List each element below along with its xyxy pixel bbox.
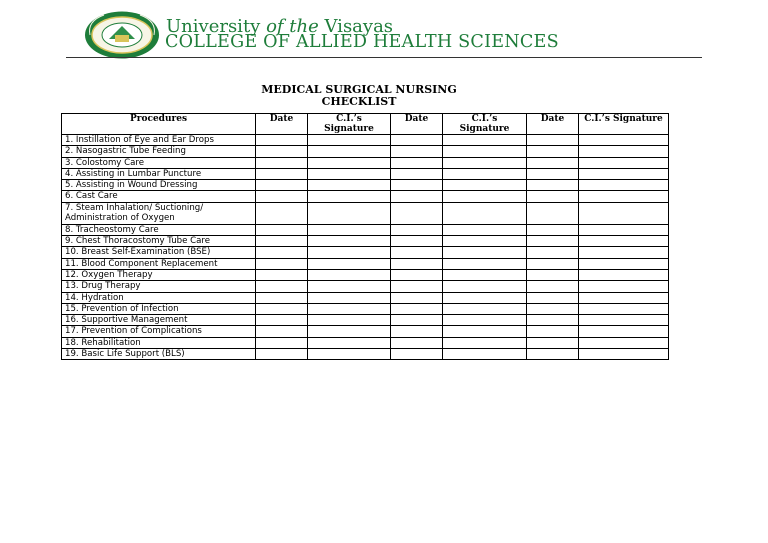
date-cell <box>527 224 579 235</box>
date-cell <box>527 303 579 314</box>
ci-signature-cell <box>579 281 669 292</box>
ci-signature-cell <box>579 224 669 235</box>
ci-signature-cell <box>579 168 669 179</box>
procedure-name: 11. Blood Component Replacement <box>62 258 256 269</box>
procedure-name: 18. Rehabilitation <box>62 337 256 348</box>
table-row <box>62 281 669 292</box>
table-header-row <box>62 114 669 135</box>
procedure-name: 19. Basic Life Support (BLS) <box>62 349 256 360</box>
ci-signature-cell <box>443 236 527 247</box>
date-cell <box>256 224 308 235</box>
procedure-name: 17. Prevention of Complications <box>62 326 256 337</box>
date-cell <box>256 281 308 292</box>
ci-signature-cell <box>443 180 527 191</box>
header-divider <box>66 57 702 58</box>
date-cell <box>527 180 579 191</box>
ci-signature-cell <box>308 135 391 146</box>
ci-signature-cell <box>308 315 391 326</box>
table-row <box>62 135 669 146</box>
letterhead <box>84 10 704 60</box>
ci-signature-cell <box>443 337 527 348</box>
procedure-name: 2. Nasogastric Tube Feeding <box>62 146 256 157</box>
ci-signature-cell <box>579 191 669 202</box>
date-cell <box>391 258 443 269</box>
date-cell <box>527 258 579 269</box>
column-header-date: Date <box>391 114 443 135</box>
date-cell <box>527 157 579 168</box>
ci-signature-cell <box>443 349 527 360</box>
ci-signature-cell <box>308 349 391 360</box>
procedure-name: 15. Prevention of Infection <box>62 303 256 314</box>
date-cell <box>527 247 579 258</box>
date-cell <box>527 202 579 224</box>
date-cell <box>391 180 443 191</box>
date-cell <box>256 180 308 191</box>
date-cell <box>256 337 308 348</box>
date-cell <box>527 315 579 326</box>
date-cell <box>391 146 443 157</box>
procedure-name: 5. Assisting in Wound Dressing <box>62 180 256 191</box>
ci-signature-cell <box>443 146 527 157</box>
ci-signature-cell <box>308 337 391 348</box>
ci-signature-cell <box>579 326 669 337</box>
ci-signature-cell <box>308 180 391 191</box>
procedure-name: 12. Oxygen Therapy <box>62 269 256 280</box>
ci-signature-cell <box>443 247 527 258</box>
ci-signature-cell <box>579 157 669 168</box>
ci-signature-cell <box>308 168 391 179</box>
date-cell <box>256 135 308 146</box>
table-row <box>62 168 669 179</box>
date-cell <box>527 269 579 280</box>
table-row <box>62 236 669 247</box>
table-row <box>62 146 669 157</box>
date-cell <box>256 191 308 202</box>
date-cell <box>391 157 443 168</box>
table-row <box>62 315 669 326</box>
ci-signature-cell <box>308 258 391 269</box>
date-cell <box>391 202 443 224</box>
ci-signature-cell <box>579 146 669 157</box>
date-cell <box>527 236 579 247</box>
date-cell <box>256 168 308 179</box>
procedure-name: 16. Supportive Management <box>62 315 256 326</box>
date-cell <box>527 191 579 202</box>
table-row <box>62 292 669 303</box>
table-row <box>62 349 669 360</box>
column-header-date: Date <box>256 114 308 135</box>
table-row <box>62 303 669 314</box>
ci-signature-cell <box>579 180 669 191</box>
ci-signature-cell <box>308 202 391 224</box>
date-cell <box>391 349 443 360</box>
ci-signature-cell <box>308 292 391 303</box>
date-cell <box>391 247 443 258</box>
procedure-name: 13. Drug Therapy <box>62 281 256 292</box>
table-row <box>62 247 669 258</box>
date-cell <box>256 247 308 258</box>
date-cell <box>527 349 579 360</box>
ci-signature-cell <box>443 157 527 168</box>
column-header-procedures: Procedures <box>62 114 256 135</box>
date-cell <box>256 269 308 280</box>
table-row <box>62 337 669 348</box>
procedure-name: 4. Assisting in Lumbar Puncture <box>62 168 256 179</box>
table-row <box>62 326 669 337</box>
procedure-name: 3. Colostomy Care <box>62 157 256 168</box>
procedure-name: 10. Breast Self-Examination (BSE) <box>62 247 256 258</box>
date-cell <box>391 281 443 292</box>
date-cell <box>527 292 579 303</box>
ci-signature-cell <box>443 258 527 269</box>
ci-signature-cell <box>308 303 391 314</box>
date-cell <box>256 236 308 247</box>
date-cell <box>256 349 308 360</box>
table-row <box>62 191 669 202</box>
ci-signature-cell <box>443 269 527 280</box>
ci-signature-cell <box>308 224 391 235</box>
table-row <box>62 269 669 280</box>
date-cell <box>391 236 443 247</box>
ci-signature-cell <box>443 281 527 292</box>
ci-signature-cell <box>579 247 669 258</box>
ci-signature-cell <box>579 258 669 269</box>
date-cell <box>527 135 579 146</box>
ci-signature-cell <box>443 202 527 224</box>
date-cell <box>527 326 579 337</box>
date-cell <box>256 292 308 303</box>
ci-signature-cell <box>579 315 669 326</box>
ci-signature-cell <box>579 337 669 348</box>
date-cell <box>256 202 308 224</box>
date-cell <box>527 281 579 292</box>
ci-signature-cell <box>308 247 391 258</box>
date-cell <box>256 258 308 269</box>
ci-signature-cell <box>308 157 391 168</box>
table-row <box>62 258 669 269</box>
date-cell <box>256 157 308 168</box>
date-cell <box>391 269 443 280</box>
procedure-name: 8. Tracheostomy Care <box>62 224 256 235</box>
date-cell <box>391 292 443 303</box>
table-row <box>62 180 669 191</box>
university-name: University of the Visayas <box>166 16 394 37</box>
date-cell <box>391 168 443 179</box>
ci-signature-cell <box>579 202 669 224</box>
table-row <box>62 224 669 235</box>
date-cell <box>527 168 579 179</box>
table-row <box>62 157 669 168</box>
procedure-name: 9. Chest Thoracostomy Tube Care <box>62 236 256 247</box>
ci-signature-cell <box>443 326 527 337</box>
procedure-name: 1. Instillation of Eye and Ear Drops <box>62 135 256 146</box>
date-cell <box>256 315 308 326</box>
ci-signature-cell <box>443 315 527 326</box>
ci-signature-cell <box>443 168 527 179</box>
ci-signature-cell <box>308 236 391 247</box>
date-cell <box>256 146 308 157</box>
ci-signature-cell <box>308 326 391 337</box>
ci-signature-cell <box>443 303 527 314</box>
ci-signature-cell <box>579 135 669 146</box>
date-cell <box>391 135 443 146</box>
column-header-ci-signature: C.I.’s Signature <box>308 114 391 135</box>
college-name: COLLEGE OF ALLIED HEALTH SCIENCES <box>165 32 559 52</box>
date-cell <box>256 303 308 314</box>
procedure-name: 7. Steam Inhalation/ Suctioning/ Administration of Oxygen <box>62 202 256 224</box>
ci-signature-cell <box>443 135 527 146</box>
ci-signature-cell <box>443 292 527 303</box>
column-header-date: Date <box>527 114 579 135</box>
date-cell <box>527 146 579 157</box>
date-cell <box>256 326 308 337</box>
ci-signature-cell <box>579 236 669 247</box>
document-title: MEDICAL SURGICAL NURSING CHECKLIST <box>261 83 457 108</box>
ci-signature-cell <box>308 146 391 157</box>
procedure-name: 6. Cast Care <box>62 191 256 202</box>
date-cell <box>391 326 443 337</box>
ci-signature-cell <box>308 191 391 202</box>
procedure-name: 14. Hydration <box>62 292 256 303</box>
date-cell <box>391 337 443 348</box>
ci-signature-cell <box>443 224 527 235</box>
date-cell <box>391 191 443 202</box>
checklist-table <box>61 113 669 360</box>
ci-signature-cell <box>308 281 391 292</box>
ci-signature-cell <box>579 292 669 303</box>
ci-signature-cell <box>579 269 669 280</box>
date-cell <box>391 315 443 326</box>
date-cell <box>391 224 443 235</box>
ci-signature-cell <box>579 349 669 360</box>
ci-signature-cell <box>443 191 527 202</box>
date-cell <box>391 303 443 314</box>
table-row <box>62 202 669 224</box>
column-header-ci-signature: C.I.’s Signature <box>579 114 669 135</box>
ci-signature-cell <box>308 269 391 280</box>
date-cell <box>527 337 579 348</box>
column-header-ci-signature: C.I.’s Signature <box>443 114 527 135</box>
university-seal-logo <box>84 11 160 59</box>
ci-signature-cell <box>579 303 669 314</box>
